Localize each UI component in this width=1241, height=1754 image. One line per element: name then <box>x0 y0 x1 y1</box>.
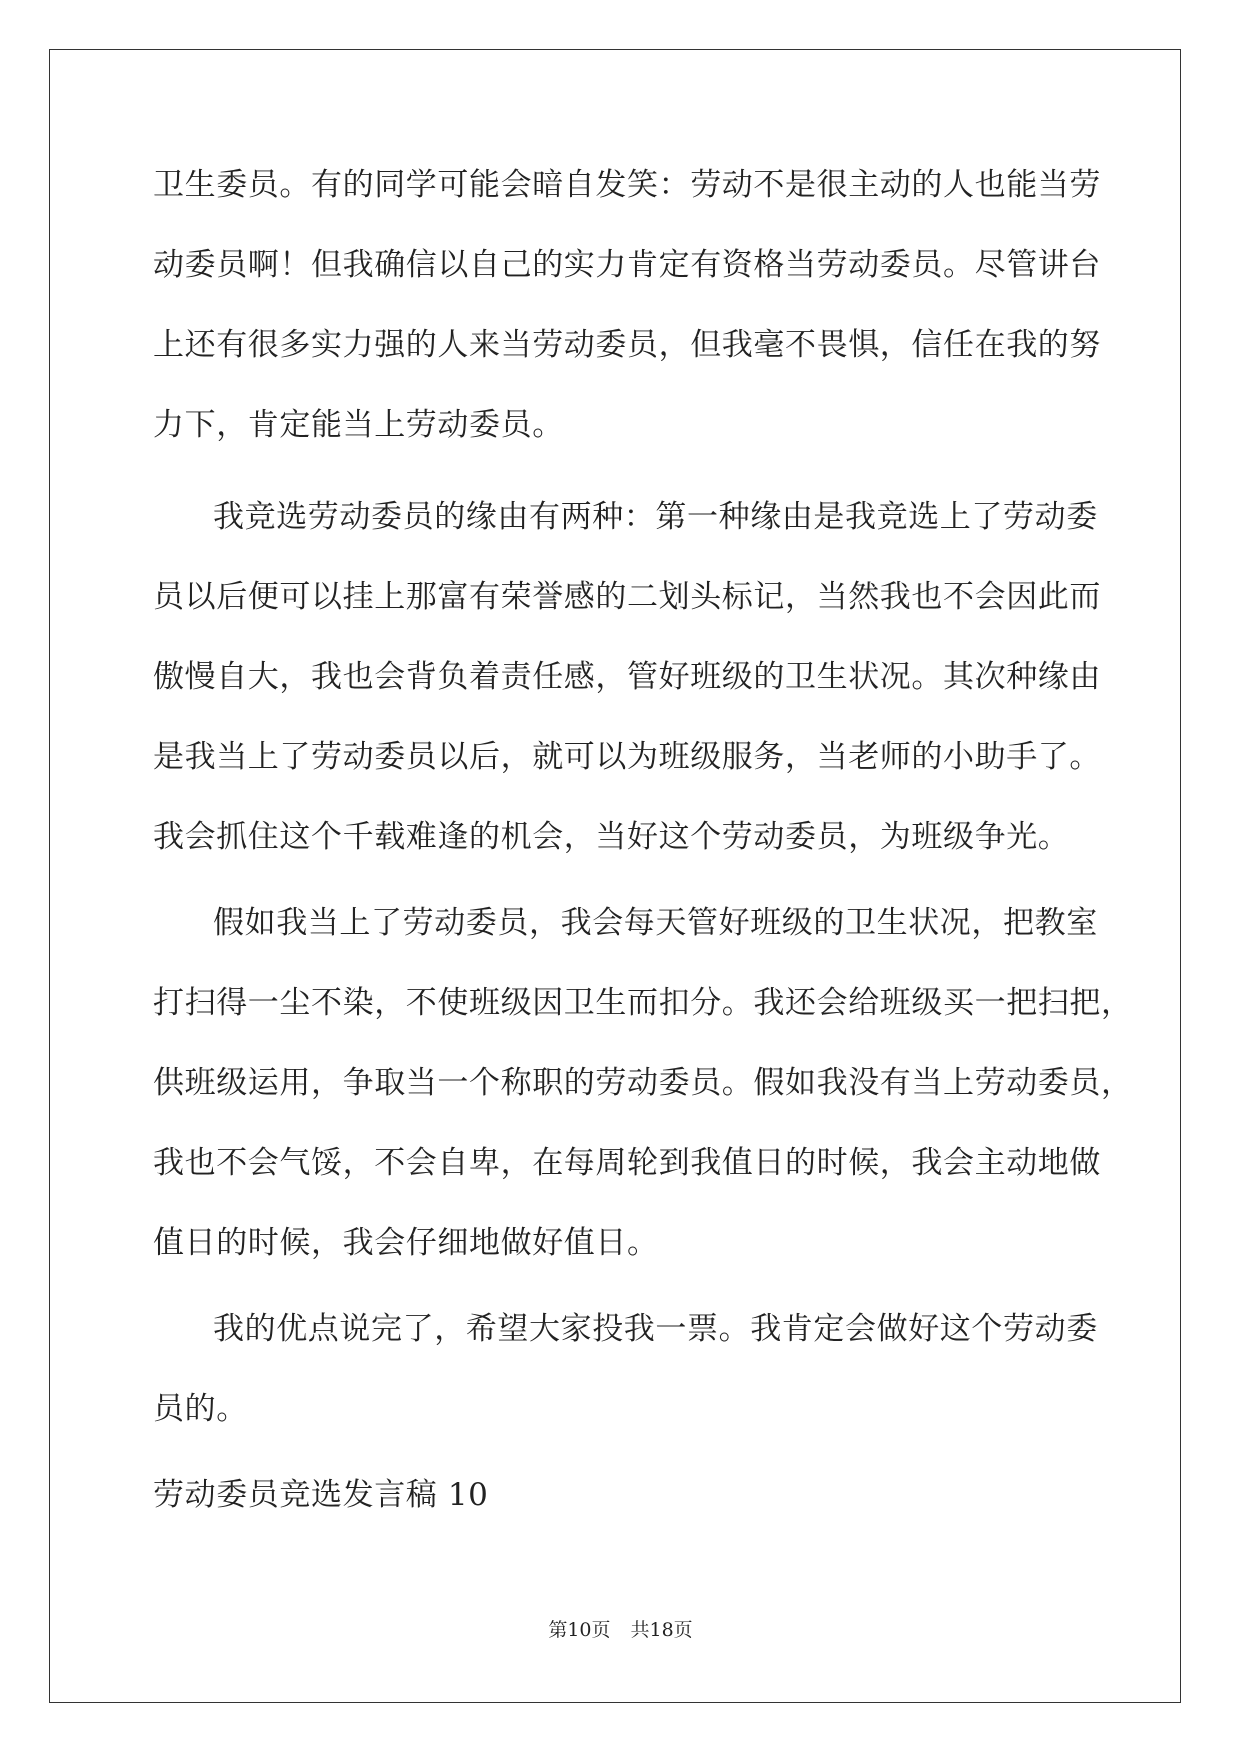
body-line: 卫生委员。有的同学可能会暗自发笑：劳动不是很主动的人也能当劳 <box>153 167 1101 203</box>
page-total: 共18页 <box>630 1619 693 1641</box>
page-footer <box>0 1618 1241 1642</box>
body-line: 员以后便可以挂上那富有荣誉感的二划头标记，当然我也不会因此而 <box>153 579 1101 615</box>
paragraph-first-line: 我的优点说完了，希望大家投我一票。我肯定会做好这个劳动委 <box>213 1311 1098 1347</box>
paragraph-first-line: 假如我当上了劳动委员，我会每天管好班级的卫生状况，把教室 <box>213 905 1098 941</box>
body-line: 我会抓住这个千载难逢的机会，当好这个劳动委员，为班级争光。 <box>153 819 1070 855</box>
body-line: 打扫得一尘不染，不使班级因卫生而扣分。我还会给班级买一把扫把， <box>153 985 1133 1021</box>
body-line: 我也不会气馁，不会自卑，在每周轮到我值日的时候，我会主动地做 <box>153 1145 1101 1181</box>
body-line: 动委员啊！但我确信以自己的实力肯定有资格当劳动委员。尽管讲台 <box>153 247 1101 283</box>
page-border <box>49 49 1181 1703</box>
body-line: 上还有很多实力强的人来当劳动委员，但我毫不畏惧，信任在我的努 <box>153 327 1101 363</box>
page-number: 第10页 <box>548 1619 611 1641</box>
body-line: 傲慢自大，我也会背负着责任感，管好班级的卫生状况。其次种缘由 <box>153 659 1101 695</box>
section-heading: 劳动委员竞选发言稿 10 <box>153 1477 489 1513</box>
body-line: 供班级运用，争取当一个称职的劳动委员。假如我没有当上劳动委员， <box>153 1065 1133 1101</box>
body-line: 力下，肯定能当上劳动委员。 <box>153 407 564 443</box>
body-line: 是我当上了劳动委员以后，就可以为班级服务，当老师的小助手了。 <box>153 739 1101 775</box>
body-line: 值日的时候，我会仔细地做好值日。 <box>153 1225 659 1261</box>
paragraph-first-line: 我竞选劳动委员的缘由有两种：第一种缘由是我竞选上了劳动委 <box>213 499 1098 535</box>
body-line: 员的。 <box>153 1391 248 1427</box>
